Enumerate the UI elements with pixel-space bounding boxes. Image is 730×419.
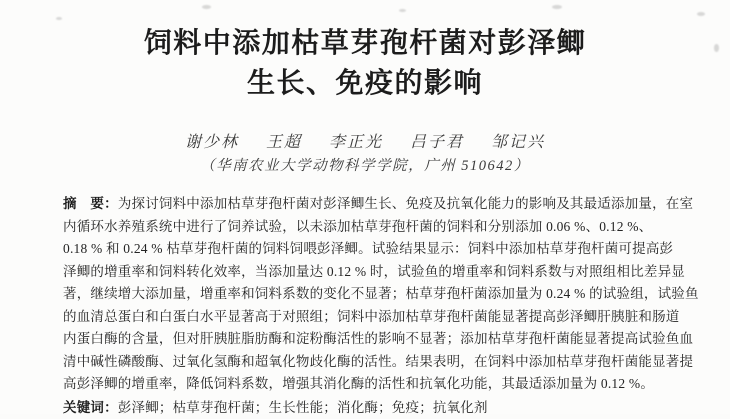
abstract-label: 摘 要：: [63, 196, 118, 211]
keywords-text: 彭泽鲫；枯草芽孢杆菌；生长性能；消化酶；免疫；抗氧化剂: [118, 400, 488, 415]
keywords-line: [63, 397, 673, 419]
scan-artifact: [552, 5, 562, 9]
author-name: 吕子君: [410, 129, 464, 152]
scan-artifact: [56, 17, 62, 20]
author-name: 谢少林: [185, 129, 239, 152]
abstract-line-text: 为探讨饲料中添加枯草芽孢杆菌对彭泽鲫生长、免疫及抗氧化能力的影响及其最适添加量，在室: [118, 196, 693, 211]
title-line-2: 生长、免疫的影响: [0, 64, 730, 104]
abstract-line: 的血清总蛋白和白蛋白水平显著高于对照组；饲料中添加枯草芽孢杆菌能显著提高彭泽鲫肝胰脏和肠道: [63, 306, 673, 329]
title-line-1: 饲料中添加枯草芽孢杆菌对彭泽鲫: [0, 24, 730, 64]
scan-artifact: [202, 5, 211, 9]
scan-artifact: [697, 12, 705, 16]
author-name: 李正光: [329, 129, 383, 152]
abstract-line: [63, 193, 673, 216]
abstract-line: 内循环水养殖系统中进行了饲养试验，以未添加枯草芽孢杆菌的饲料和分别添加 0.06 %、0.12 %、: [63, 216, 673, 239]
keywords-label: 关键词：: [63, 400, 118, 415]
abstract-section: [63, 193, 673, 419]
abstract-line: 0.18 % 和 0.24 % 枯草芽孢杆菌的饲料饲喂彭泽鲫。试验结果显示：饲料中添加枯草芽孢杆菌可提高彭: [63, 238, 673, 261]
abstract-line: 内蛋白酶的含量，但对肝胰脏脂肪酶和淀粉酶活性的影响不显著；添加枯草芽孢杆菌能显著提高试验鱼血: [63, 328, 673, 351]
abstract-line: 高彭泽鲫的增重率，降低饲料系数，增强其消化酶的活性和抗氧化功能，其最适添加量为 0.12 %。: [63, 373, 673, 396]
abstract-line: 清中碱性磷酸酶、过氧化氢酶和超氧化物歧化酶的活性。结果表明，在饲料中添加枯草芽孢杆菌能显著提: [63, 351, 673, 374]
paper-title: [0, 24, 730, 104]
scan-artifact: [399, 9, 406, 12]
affiliation: （华南农业大学动物科学学院，广州 510642）: [0, 154, 730, 175]
abstract-line: 著，继续增大添加量，增重率和饲料系数的变化不显著；枯草芽孢杆菌添加量为 0.24 % 的试验组，试验鱼: [63, 283, 673, 306]
author-name: 邹记兴: [491, 129, 545, 152]
author-list: [0, 129, 730, 152]
author-name: 王超: [266, 129, 302, 152]
abstract-line: 泽鲫的增重率和饲料转化效率，当添加量达 0.12 % 时，试验鱼的增重率和饲料系数与对照组相比差异显: [63, 261, 673, 284]
